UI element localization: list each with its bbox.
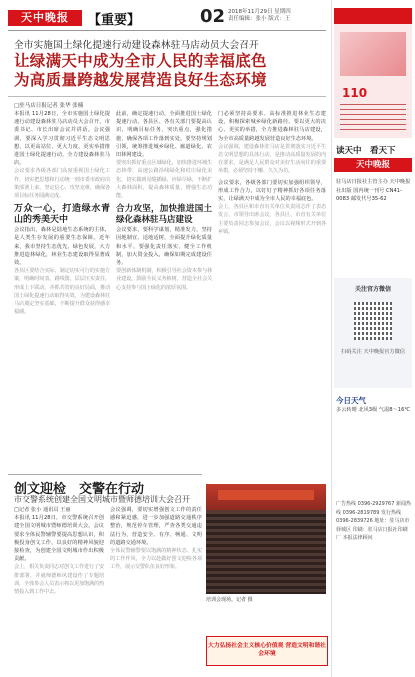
section-divider [8,474,202,475]
section-label: 【重要】 [88,13,141,28]
slogan-box [206,636,328,666]
sidebar-publication-info: 驻马店日报社主管主办 天中晚报社出版 国内统一刊号 CN41-0083 邮发代号35-62 [336,179,411,202]
lead-column-1 [14,110,110,470]
sidebar-ad[interactable] [334,8,412,138]
lead-paragraph: 会议要求，各级各部门要切实加强组织领导，形成工作合力，以钉钉子精神抓好各项任务落实，让绿满天中成为全市人民的幸福底色。 [218,179,326,203]
lead-paragraph: 本报讯 11月28日，全市实施国土绿化提速行动建设森林驻马店动员大会召开。市委书记、市长出席会议并讲话。会议强调，要深入学习贯彻习近平生态文明思想，以更高站位、更大力度、更实举措推进国土绿化提速行动，全力建设森林驻马店。 [14,111,110,167]
lead-headline-line: 为高质量跨越发展营造良好生态环境 [14,71,267,89]
sidebar-weather [336,396,412,415]
sidebar-slogan: 读天中 看天下 [336,146,396,156]
lead-column-3 [218,110,326,470]
newspaper-logo: 天中晚报 [8,10,82,26]
ad-image [340,32,406,76]
editor-line: 责任编辑：张小 版式：王 [228,16,291,22]
sidebar-qr-section[interactable] [334,278,412,388]
lead-column-2 [116,110,212,470]
lead-paragraph: 此前，确定提速行动，全面推进国土绿化提速行动。各县区、各有关部门要提高认识，明确目标任务，突出重点，强化措施，确保各项工作落到实处。要坚持规划引领，统筹推进城乡绿化、廊道绿化、农田林网建设。 [116,111,212,159]
qr-code-overlay [354,302,392,340]
lead-column-heading: 合力攻坚，加快推进国土绿化森林驻马店建设 [116,204,212,226]
lead-paragraph: 会议指出，森林是陆地生态系统的主体，是人类生存发展的重要生态保障。近年来，我市坚持生态优先、绿色发展，大力推进造林绿化，林业生态建设取得显著成效。 [14,227,110,267]
lead-paragraph: 门必须坚持高要求、高标准推进林业生态建设，积极探索城乡绿化新路径。要以更大的决心、更实的举措，全力推进森林驻马店建设，为全市高质量跨越发展营造良好生态环境。 [218,111,326,142]
second-column-1 [14,506,104,670]
weather-text: 多云转晴 北风3级 气温8～16℃ [336,407,411,413]
slogan-text: 大力弘扬社会主义核心价值观 营造文明和谐社会环境 [208,643,326,657]
sidebar-red-title: 天中晚报 [334,158,412,172]
lead-paragraph-filler: 要创新体制机制，积极引导社会资本参与林业建设，鼓励全民义务植树，营造全社会关心支持参与国土绿化的浓厚氛围。 [116,268,212,291]
lead-paragraph-filler: 会议要求各级各部门高度重视国土绿化工作，切实把思想和行动统一到市委市政府决策部署上来，坚定信心，攻坚克难，确保各项目标任务圆满完成。 [14,168,110,200]
photo-banner [218,490,314,500]
headline-divider [8,96,326,97]
second-paragraph-filler: 会上，相关负责同志对创文工作进行了安排部署，并就师德师风建设作了专题培训，全体参会人员表示将以更加饱满的热情投入到工作中去。 [14,564,104,596]
training-meeting-photo [206,484,326,594]
sidebar-contact-info: 广告热线 0396-2929767 新闻热线 0396-2819789 发行热线 0396-2839726 地址：驻马店市驿城区 印刷：驻马店日报社印刷厂 本报法律顾问 [336,501,411,542]
qr-text: 扫码关注 天中晚报官方微信 [341,349,405,355]
second-headline: 创文迎检 交警在行动 [14,482,145,497]
lead-paragraph-filler: 会上，各县区和市直有关单位负责同志作了表态发言，市领导出席会议，各县区、市直有关单位主要负责同志参加会议，会议以视频形式开到各乡镇。 [218,204,326,235]
issue-date [228,9,291,23]
page-number: 02 [200,6,226,27]
second-byline: □记者 张小 通讯员 王丽 [14,507,71,513]
lead-paragraph-filler: 会议强调，建设森林驻马店是贯彻落实习近平生态文明思想的具体行动，是推动高质量发展的内在要求，是满足人民群众对美好生活向往的重要举措，必须坚持不懈、久久为功。 [218,143,326,175]
weather-title: 今日天气 [336,396,366,405]
second-column-2 [110,506,202,670]
lead-headline [14,52,334,90]
photo-caption: 培训会现场。记者 摄 [206,597,253,603]
lead-column-heading: 万众一心，打造绿水青山的秀美天中 [14,204,110,226]
second-paragraph: 本报讯 11月28日，市交警系统召开创建全国文明城市暨师德培训大会。会议要求全体民警辅警要提高思想认识，积极投身创文工作，以良好的精神风貌迎接检查，为创建全国文明城市作出积极贡献。 [14,515,104,563]
lead-paragraph: 会议要求，要科学谋划，精准发力，坚持因地制宜、适地适树，全面提升绿化质量和水平。要强化责任落实，健全工作机制，加大资金投入，确保如期完成建设任务。 [116,227,212,267]
masthead-divider [8,30,326,31]
second-paragraph-filler: 全体民警辅警要以饱满的精神状态、扎实的工作作风，全力以赴做好创文迎检各项工作，展示交警队伍良好形象。 [110,548,202,571]
lead-byline: □驻马店日报记者 张华 张楠 [14,103,84,109]
lead-headline-line: 让绿满天中成为全市人民的幸福底色 [14,52,267,70]
photo-audience [206,514,326,594]
lead-paragraph-filler: 要突出抓好重点区域绿化，加快推进环城生态林带、高速公路沿线绿化和村庄绿化美化，切实做到见缝插绿、应绿尽绿，不断扩大森林面积，提高森林质量，增强生态功能。 [116,160,212,200]
second-subheadline: 市交警系统创建全国文明城市暨师德培训大会召开 [14,495,190,504]
lead-subheadline: 全市实施国土绿化提速行动建设森林驻马店动员大会召开 [14,40,259,51]
ad-header-bar [334,8,412,24]
issue-date-line: 2018年11月29日 星期四 [228,9,291,15]
lead-paragraph-filler: 各县区要结合实际，制定切实可行的实施方案，明确时间表、路线图，层层压实责任，形成上下联动、齐抓共管的良好局面，推动国土绿化提速行动取得实效，为建设森林驻马店奠定坚实基础，不断提升群众获得感幸福感。 [14,268,110,316]
ad-text-lines [340,104,406,132]
qr-label: 关注官方微信 [354,286,391,293]
ad-number: 110 [342,86,368,100]
second-paragraph: 会议强调，要切实增强创文工作的责任感和紧迫感，进一步加强道路交通秩序整治，规范停车管理，严查各类交通违法行为，营造安全、有序、畅通、文明的道路交通环境。 [110,507,202,546]
